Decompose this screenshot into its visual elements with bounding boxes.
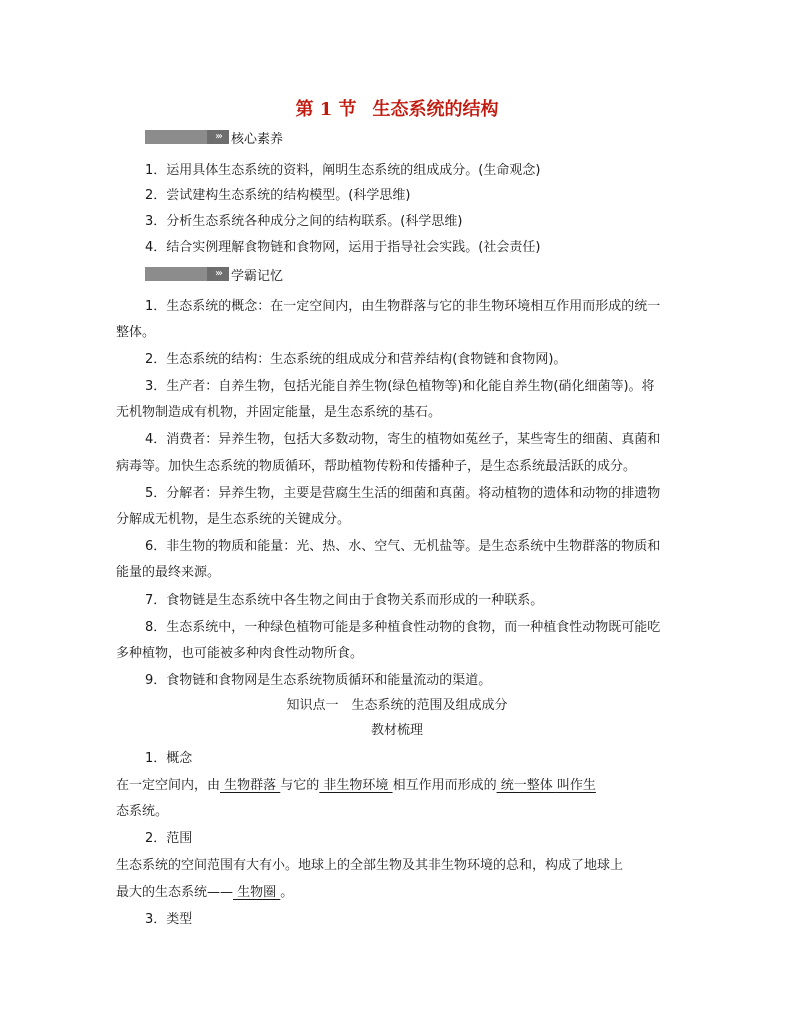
scope-heading: 2．范围 [145, 831, 193, 846]
concept-text: 叫作生 [556, 778, 596, 793]
scope-text: 。 [280, 885, 294, 900]
memory-line: 能量的最终来源。 [116, 565, 221, 580]
memory-line: 7．食物链是生态系统中各生物之间由于食物关系而形成的一种联系。 [145, 593, 544, 608]
memory-line: 多种植物，也可能被多种肉食性动物所食。 [116, 646, 364, 661]
concept-text: 与它的 [280, 778, 320, 793]
concept-text: 在一定空间内，由 [116, 778, 221, 793]
memory-line: 3．生产者：自养生物，包括光能自养生物(绿色植物等)和化能自养生物(硝化细菌等)。将 [145, 379, 655, 394]
blank-answer: 非生物环境 [319, 778, 393, 793]
header-bar [145, 267, 207, 281]
memory-line: 整体。 [116, 325, 156, 340]
memory-line: 4．消费者：异养生物，包括大多数动物，寄生的植物如菟丝子，某些寄生的细菌、真菌和 [145, 432, 661, 447]
blank-answer: 生物群落 [220, 778, 281, 793]
type-heading: 3．类型 [145, 912, 193, 927]
memory-label: 学霸记忆 [231, 268, 284, 284]
concept-heading: 1．概念 [145, 751, 193, 766]
core-literacy-label: 核心素养 [231, 131, 284, 147]
memory-line: 8．生态系统中，一种绿色植物可能是多种植食性动物的食物，而一种植食性动物既可能吃 [145, 620, 661, 635]
scope-line: 生态系统的空间范围有大有小。地球上的全部生物及其非生物环境的总和，构成了地球上 [116, 858, 624, 873]
header-bar [145, 130, 207, 144]
core-item: 4．结合实例理解食物链和食物网，运用于指导社会实践。(社会责任) [145, 240, 541, 255]
concept-text: 相互作用而形成的 [392, 778, 497, 793]
page-title [0, 95, 794, 121]
knowledge-heading: 知识点一 生态系统的范围及组成成分 [286, 698, 508, 713]
core-item: 3．分析生态系统各种成分之间的结构联系。(科学思维) [145, 214, 463, 229]
chevron-right-icon: ››› [207, 130, 229, 144]
memory-line: 无机物制造成有机物，并固定能量，是生态系统的基石。 [116, 405, 442, 420]
section-title: 生态系统的结构 [372, 99, 499, 120]
concept-line: 态系统。 [116, 804, 169, 819]
core-item: 1．运用具体生态系统的资料，阐明生态系统的组成成分。(生命观念) [145, 163, 541, 178]
section-number: 第 1 节 [295, 99, 357, 120]
scope-text: 最大的生态系统—— [116, 885, 234, 900]
memory-line: 1．生态系统的概念：在一定空间内，由生物群落与它的非生物环境相互作用而形成的统一 [145, 299, 661, 314]
memory-line: 2．生态系统的结构：生态系统的组成成分和营养结构(食物链和食物网)。 [145, 352, 567, 367]
blank-answer: 统一整体 [496, 778, 557, 793]
memory-header [145, 266, 283, 282]
memory-line: 分解成无机物，是生态系统的关键成分。 [116, 512, 351, 527]
blank-answer: 生物圈 [233, 885, 281, 900]
memory-line: 9．食物链和食物网是生态系统物质循环和能量流动的渠道。 [145, 673, 492, 688]
core-literacy-header [145, 129, 283, 145]
memory-line: 6．非生物的物质和能量：光、热、水、空气、无机盐等。是生态系统中生物群落的物质和 [145, 539, 661, 554]
core-item: 2．尝试建构生态系统的结构模型。(科学思维) [145, 188, 411, 203]
memory-line: 病毒等。加快生态系统的物质循环，帮助植物传粉和传播种子，是生态系统最活跃的成分。 [116, 459, 637, 474]
knowledge-subheading: 教材梳理 [370, 723, 423, 738]
chevron-right-icon: ››› [207, 267, 229, 281]
memory-line: 5．分解者：异养生物，主要是营腐生生活的细菌和真菌。将动植物的遗体和动物的排遗物 [145, 486, 661, 501]
concept-line [116, 777, 596, 795]
scope-line [116, 884, 293, 902]
